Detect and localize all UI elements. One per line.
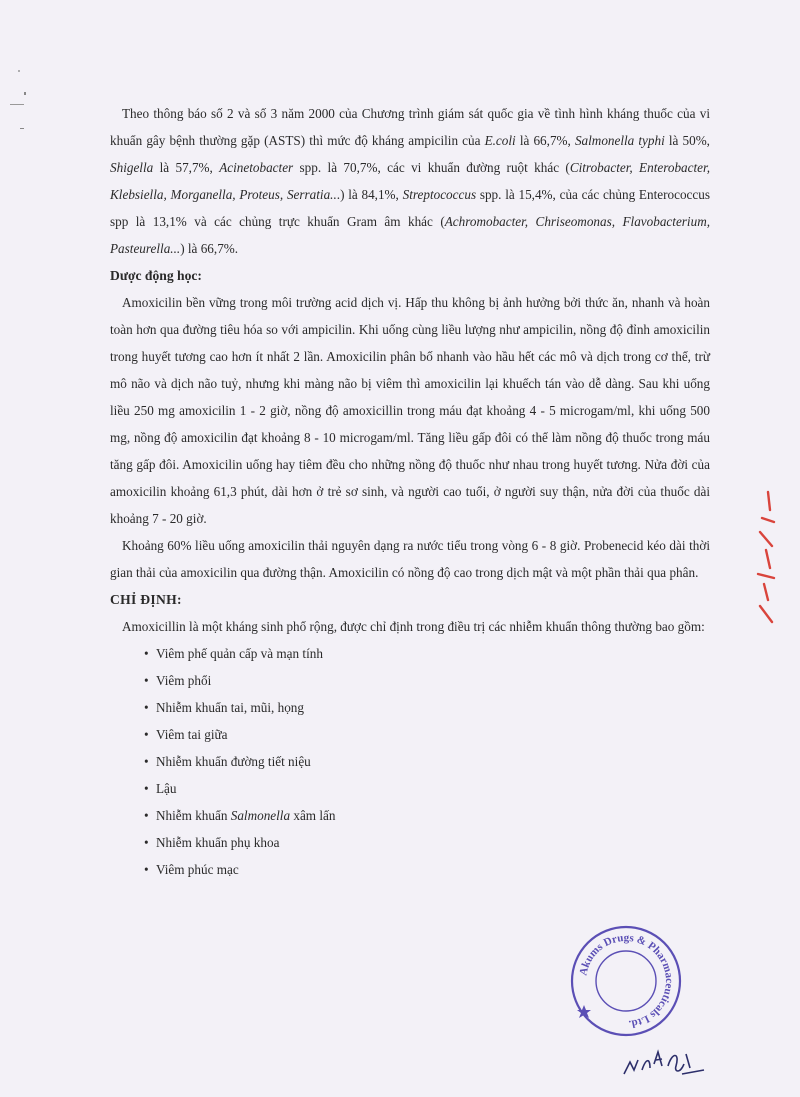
- stamp-ring: [596, 951, 656, 1011]
- bullet-icon: •: [144, 862, 149, 877]
- bullet-icon: •: [144, 781, 149, 796]
- pharmacokinetics-paragraph-1: Amoxicilin bền vững trong môi trường acid dịch vị. Hấp thu không bị ảnh hưởng bởi thức ăn, nhanh và hoàn toàn hơn qua đường tiêu hóa so với ampicilin. Khi uống cùng liều lượng như ampicilin, nồng độ đỉnh amoxicilin trong huyết tương cao hơn ít nhất 2 lần. Amoxicilin phân bố nhanh vào hầu hết các mô và dịch trong cơ thể, trừ mô não và dịch não tuỷ, nhưng khi màng não bị viêm thì amoxicilin lại khuếch tán vào dễ dàng. Sau khi uống liều 250 mg amoxicilin 1 - 2 giờ, nồng độ amoxicillin trong máu đạt khoảng 4 - 5 microgam/ml, khi uống 500 mg, nồng độ amoxicilin đạt khoảng 8 - 10 microgam/ml. Tăng liều gấp đôi có thể làm nồng độ thuốc trong máu tăng gấp đôi. Amoxicilin uống hay tiêm đều cho những nồng độ thuốc như nhau trong huyết tương. Nửa đời của amoxicilin khoảng 61,3 phút, dài hơn ở trẻ sơ sinh, và người cao tuổi, ở người suy thận, nửa đời của thuốc dài khoảng 7 - 20 giờ.: [110, 295, 710, 526]
- document-body: [110, 100, 710, 883]
- indication-item: [144, 640, 710, 667]
- indication-text-after: xâm lấn: [290, 808, 336, 823]
- indications-intro: Amoxicillin là một kháng sinh phổ rộng, được chỉ định trong điều trị các nhiễm khuẩn thông thường bao gồm:: [122, 619, 705, 634]
- indication-text: Nhiễm khuẩn tai, mũi, họng: [156, 700, 304, 715]
- indication-item: [144, 802, 710, 829]
- scan-speck: [10, 104, 24, 105]
- pharmacokinetics-heading: Dược động học:: [110, 268, 202, 283]
- side-stamp-stroke: [762, 518, 774, 522]
- bullet-icon: •: [144, 835, 149, 850]
- scan-speck: [18, 70, 20, 72]
- scan-speck: [24, 92, 26, 95]
- company-stamp: [570, 925, 682, 1037]
- side-stamp-stroke: [760, 532, 772, 546]
- indication-item: [144, 856, 710, 883]
- indication-item: [144, 775, 710, 802]
- indication-item: [144, 748, 710, 775]
- signature: [620, 1040, 710, 1084]
- side-stamp-strokes: [758, 492, 774, 622]
- resistance-paragraph: Theo thông báo số 2 và số 3 năm 2000 của Chương trình giám sát quốc gia về tình hình kháng thuốc của vi khuẩn gây bệnh thường gặp (ASTS) thì mức độ kháng ampicilin của E.coli là 66,7%, Salmonella typhi là 50%, Shigella là 57,7%, Acinetobacter spp. là 70,7%, các vi khuẩn đường ruột khác (Citrobacter, Enterobacter, Klebsiella, Morganella, Proteus, Serratia...) là 84,1%, Streptococcus spp. là 15,4%, của các chủng Enterococcus spp là 13,1% và các chủng trực khuẩn Gram âm khác (Achromobacter, Chriseomonas, Flavobacterium, Pasteurella...) là 66,7%.: [110, 106, 711, 256]
- indications-heading: CHỈ ĐỊNH:: [110, 592, 182, 607]
- indication-item: [144, 667, 710, 694]
- indication-item: [144, 694, 710, 721]
- pharmacokinetics-paragraph-2: Khoảng 60% liều uống amoxicilin thải nguyên dạng ra nước tiểu trong vòng 6 - 8 giờ. Probenecid kéo dài thời gian thải của amoxicilin qua đường thận. Amoxicilin có nồng độ cao trong dịch mật và một phần thải qua phân.: [110, 538, 710, 580]
- scan-speck: [20, 128, 24, 129]
- indications-list: [110, 640, 710, 883]
- bullet-icon: •: [144, 673, 149, 688]
- indication-text: Viêm tai giữa: [156, 727, 228, 742]
- side-stamp-mark: [748, 488, 782, 628]
- indication-organism: Salmonella: [230, 808, 291, 823]
- bullet-icon: •: [144, 646, 149, 661]
- side-stamp-stroke: [758, 574, 774, 578]
- indication-text: Viêm phúc mạc: [156, 862, 239, 877]
- side-stamp-stroke: [766, 550, 770, 568]
- indication-text: Nhiễm khuẩn: [156, 808, 231, 823]
- indication-text: Lậu: [156, 781, 177, 796]
- indication-text: Viêm phế quản cấp và mạn tính: [156, 646, 323, 661]
- indication-item: [144, 721, 710, 748]
- bullet-icon: •: [144, 700, 149, 715]
- indication-item: [144, 829, 710, 856]
- indication-text: Nhiễm khuẩn đường tiết niệu: [156, 754, 311, 769]
- bullet-icon: •: [144, 808, 149, 823]
- indication-text: Nhiễm khuẩn phụ khoa: [156, 835, 280, 850]
- side-stamp-stroke: [764, 584, 768, 600]
- bullet-icon: •: [144, 727, 149, 742]
- stamp-text: Akums Drugs & Pharmaceuticals Ltd.: [577, 931, 676, 1030]
- bullet-icon: •: [144, 754, 149, 769]
- side-stamp-stroke: [768, 492, 770, 510]
- side-stamp-stroke: [760, 606, 772, 622]
- indication-text: Viêm phổi: [156, 673, 212, 688]
- signature-stroke: [624, 1052, 704, 1074]
